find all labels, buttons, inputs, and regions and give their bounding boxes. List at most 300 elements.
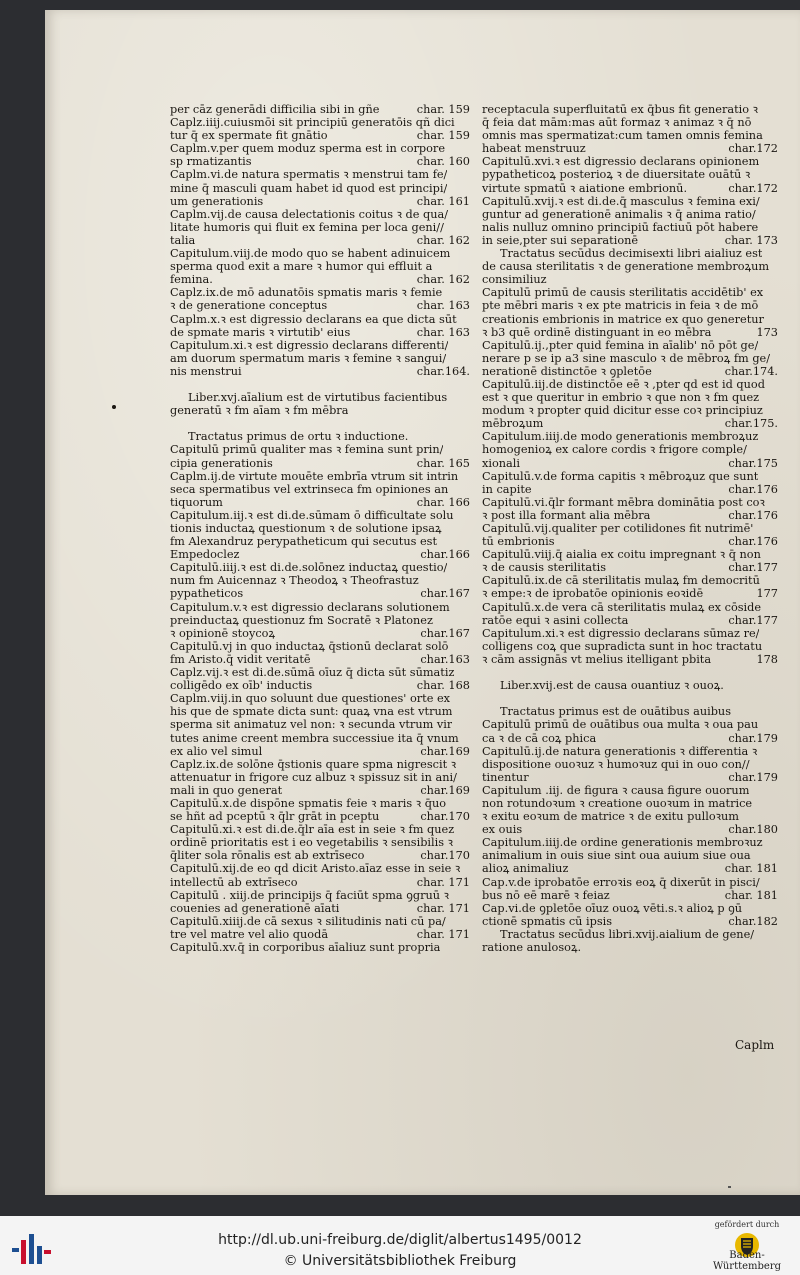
text-line bbox=[482, 457, 778, 470]
funder-name: Baden-Württemberg bbox=[712, 1250, 782, 1272]
text-line bbox=[170, 208, 470, 221]
line-text: nis menstrui bbox=[170, 364, 242, 378]
text-line bbox=[170, 155, 470, 168]
line-text: femina. bbox=[170, 273, 213, 287]
page-reference: char. 165 bbox=[416, 456, 470, 470]
text-line bbox=[170, 470, 470, 483]
page-reference: char. 171 bbox=[416, 875, 470, 889]
text-line bbox=[170, 810, 470, 823]
text-line bbox=[170, 339, 470, 352]
text-line bbox=[482, 522, 778, 535]
line-text: Capitulū.xvij.ꝛ est di.de.q̄ masculus ꝛ femina exi/ bbox=[482, 194, 760, 208]
line-text: Capitulū.vi.q̄lr formant mēbra dominātia post coꝛ bbox=[482, 495, 765, 509]
line-text: intellectū ab extrīseco bbox=[170, 875, 298, 889]
text-line bbox=[170, 745, 470, 758]
page-mark bbox=[728, 1186, 731, 1188]
page-reference: char.179 bbox=[728, 731, 778, 745]
line-text: pypatheticos bbox=[170, 587, 244, 601]
text-line bbox=[482, 561, 778, 574]
text-line bbox=[170, 849, 470, 862]
page-reference: char.163 bbox=[420, 652, 470, 666]
text-line bbox=[170, 836, 470, 849]
line-text: tinentur bbox=[482, 770, 529, 784]
text-line bbox=[482, 247, 778, 260]
text-line bbox=[482, 443, 778, 456]
text-line bbox=[482, 182, 778, 195]
page-reference: char. 181 bbox=[724, 862, 778, 876]
line-text: Capitulum.xi.ꝛ est digressio declarans differenti/ bbox=[170, 338, 449, 352]
line-text: q̄liter sola rōnalis est ab extrīseco bbox=[170, 849, 365, 863]
text-line bbox=[482, 771, 778, 784]
line-text: his que de spmate dicta sunt: quaꝝ vna est vtrum bbox=[170, 705, 453, 719]
text-line bbox=[482, 155, 778, 168]
line-text: omnis mas spermatizat:cum tamen omnis femina bbox=[482, 129, 763, 143]
text-line bbox=[170, 417, 470, 430]
line-text: receptacula superfluitatū ex q̄bus fit generatio ꝛ bbox=[482, 103, 758, 116]
line-text: guntur ad generationē animalis ꝛ q̄ anima ratio/ bbox=[482, 207, 756, 221]
text-line bbox=[482, 299, 778, 312]
line-text: ꝛ opinionē stoycoꝝ bbox=[170, 626, 276, 640]
text-line bbox=[170, 902, 470, 915]
line-text: Capitulū.x.de vera cā sterilitatis mulaꝝ ex cōside bbox=[482, 600, 762, 614]
line-text: de spmate maris ꝛ virtutib' eius bbox=[170, 325, 351, 339]
line-text: sp rmatizantis bbox=[170, 155, 252, 169]
text-line bbox=[170, 299, 470, 312]
text-line bbox=[170, 496, 470, 509]
funder-caption: gefördert durch bbox=[714, 1220, 780, 1229]
page-reference: char.179 bbox=[728, 770, 778, 784]
line-text: Caplz.vij.ꝛ est di.de.sūmā oīuz q̄ dicta sūt sūmatiz bbox=[170, 666, 455, 680]
line-text: consimiliuz bbox=[482, 273, 547, 287]
text-line bbox=[170, 535, 470, 548]
line-text: Liber.xvij.est de causa ouantiuz ꝛ ouoꝝ. bbox=[500, 679, 724, 693]
line-text: non rotundoꝛum ꝛ creatione ouoꝛum in matrice bbox=[482, 796, 753, 810]
line-text: Capitulū.xij.de eo qd̄ dicit Aristo.aīaz esse in seie ꝛ bbox=[170, 862, 461, 876]
text-line bbox=[482, 797, 778, 810]
text-line bbox=[170, 705, 470, 718]
line-text: Capitulum.viij.de modo quo se habent adinuicem bbox=[170, 247, 451, 261]
text-line bbox=[170, 876, 470, 889]
text-line bbox=[170, 326, 470, 339]
text-line bbox=[482, 129, 778, 142]
page-reference: char. 171 bbox=[416, 927, 470, 941]
line-text: couenies ad generationē aīati bbox=[170, 901, 340, 915]
text-line bbox=[482, 679, 778, 692]
line-text: Capitulū.vj in quo inductaꝝ q̄stionū declarat solō bbox=[170, 639, 449, 653]
line-text: Liber.xvj.aīalium est de virtutibus facientibus bbox=[188, 391, 448, 405]
line-text: tre vel matre vel alio quodā bbox=[170, 927, 329, 941]
line-text: sperma sit animatuz vel non: ꝛ secunda vtrum vir bbox=[170, 718, 453, 732]
line-text: Caplm.vi.de natura spermatis ꝛ menstrui tam fe/ bbox=[170, 168, 448, 182]
text-line bbox=[482, 902, 778, 915]
text-line bbox=[482, 352, 778, 365]
line-text: ordinē prioritatis est i eo vegetabilis ꝛ sensibilis ꝛ bbox=[170, 836, 454, 850]
page-reference: char. 160 bbox=[416, 155, 470, 169]
line-text: Caplm.x.ꝛ est digressio declarans ea que dicta sūt bbox=[170, 312, 457, 326]
line-text: colligens coꝝ que supradicta sunt in hoc tractatu bbox=[482, 639, 763, 653]
page-reference: 177 bbox=[756, 587, 778, 601]
text-line bbox=[170, 103, 470, 116]
line-text: Capitulū primū qualiter mas ꝛ femina sunt prin/ bbox=[170, 443, 444, 457]
text-line bbox=[482, 339, 778, 352]
page-reference: char. 159 bbox=[416, 129, 470, 143]
line-text: tutes anime creent membra successiue ita q̄ vnum bbox=[170, 731, 459, 745]
text-line bbox=[170, 195, 470, 208]
line-text: Capitulū.ij.,pter quid femina in aīalib' nō pōt ge/ bbox=[482, 338, 759, 352]
text-line bbox=[482, 286, 778, 299]
line-text: fm Alexandruz perypatheticum qui secutus est bbox=[170, 535, 438, 549]
line-text: nalis nulluz omnino principiū factiuū pōt habere bbox=[482, 220, 759, 234]
text-line bbox=[482, 666, 778, 679]
text-line bbox=[170, 784, 470, 797]
line-text: ꝛ empe:ꝛ de iprobatōe opinionis eoꝛidē bbox=[482, 587, 704, 601]
line-text: est ꝛ que queritur in embrio ꝛ que non ꝛ fm quez bbox=[482, 391, 760, 405]
page-reference: char. 161 bbox=[416, 194, 470, 208]
text-line bbox=[170, 915, 470, 928]
line-text: fm Aristo.q̄ vidit veritatē bbox=[170, 652, 311, 666]
line-text: sperma quod exit a mare ꝛ humor qui effluit a bbox=[170, 260, 433, 274]
text-line bbox=[482, 378, 778, 391]
line-text: Capitulū.xiiij.de cā sexus ꝛ silitudinis nati cū pa/ bbox=[170, 914, 446, 928]
text-line bbox=[170, 182, 470, 195]
text-line bbox=[170, 679, 470, 692]
text-line bbox=[482, 705, 778, 718]
line-text: animalium in ouis siue sint oua auium siue oua bbox=[482, 849, 751, 863]
text-line bbox=[482, 430, 778, 443]
page-reference: char.174. bbox=[724, 364, 778, 378]
text-line bbox=[482, 417, 778, 430]
line-text: Caplz.iiij.cuiusmōi sit principiū generatōis qñ dici bbox=[170, 116, 455, 130]
text-line bbox=[482, 509, 778, 522]
text-line bbox=[482, 273, 778, 286]
page-reference: char.170 bbox=[420, 849, 470, 863]
text-line bbox=[170, 483, 470, 496]
page-reference: char.172 bbox=[728, 181, 778, 195]
line-text: talia bbox=[170, 233, 196, 247]
line-text: Capitulū.iij.de distinctōe eē ꝛ ,pter qd̄ est id quod bbox=[482, 377, 765, 391]
page-reference: char. 173 bbox=[724, 233, 778, 247]
line-text: Capitulū primū de ouātibus oua multa ꝛ oua pau bbox=[482, 718, 759, 732]
text-line bbox=[482, 745, 778, 758]
page-reference: char.180 bbox=[728, 823, 778, 837]
line-text: ca ꝛ de cā coꝝ phica bbox=[482, 731, 597, 745]
line-text: Caplm.viij.in quo soluunt due questiones' orte ex bbox=[170, 692, 451, 706]
line-text: litate humoris qui fluit ex femina per loca geni// bbox=[170, 220, 444, 234]
line-text: ctionē spmatis cū ipsis bbox=[482, 914, 613, 928]
text-line bbox=[170, 116, 470, 129]
line-text: preinductaꝝ questionuz fm Socratē ꝛ Platonez bbox=[170, 613, 433, 627]
line-text: ex alio vel simul bbox=[170, 744, 263, 758]
page-reference: char.172 bbox=[728, 142, 778, 156]
text-line bbox=[482, 208, 778, 221]
line-text: Caplm.v.per quem moduz sperma est in corpore bbox=[170, 142, 446, 156]
line-text: attenuatur in frigore cuz albuz ꝛ spissuz sit in ani/ bbox=[170, 770, 457, 784]
scanned-page bbox=[45, 10, 800, 1195]
line-text: in capite bbox=[482, 482, 532, 496]
text-line bbox=[482, 941, 778, 954]
line-text: Cap.vi.de ꝯpletōe oīuz ouoꝝ vēti.s.ꝛ alioꝝ p ꝯū bbox=[482, 901, 743, 915]
line-text: Capitulū.v.de forma capitis ꝛ mēbroꝝuz que sunt bbox=[482, 469, 759, 483]
text-line bbox=[170, 457, 470, 470]
line-text: tū embrionis bbox=[482, 535, 555, 549]
line-text: per cāz generādi difficilia sibi in gñe bbox=[170, 103, 380, 116]
text-line bbox=[482, 313, 778, 326]
text-line bbox=[482, 116, 778, 129]
line-text: Capitulū.viij.q̄ aialia ex coitu impregnant ꝛ q̄ non bbox=[482, 548, 761, 562]
line-text: nerare p se ip a3 sine masculo ꝛ de mēbroꝝ fm ge/ bbox=[482, 351, 771, 365]
page-reference: char. 159 bbox=[416, 103, 470, 116]
ink-dot bbox=[112, 405, 116, 409]
text-line bbox=[170, 430, 470, 443]
line-text: um generationis bbox=[170, 194, 264, 208]
text-line bbox=[482, 862, 778, 875]
line-text: Tractatus secūdus libri.xvij.aialium de gene/ bbox=[500, 927, 755, 941]
line-text: in seie,pter sui separationē bbox=[482, 233, 639, 247]
text-line bbox=[170, 443, 470, 456]
line-text: Capitulum .iij. de figura ꝛ causa figure ouorum bbox=[482, 783, 750, 797]
text-line bbox=[170, 142, 470, 155]
text-line bbox=[482, 365, 778, 378]
text-line bbox=[170, 862, 470, 875]
text-line bbox=[482, 928, 778, 941]
text-line bbox=[170, 286, 470, 299]
text-line bbox=[170, 352, 470, 365]
text-line bbox=[170, 378, 470, 391]
text-line bbox=[482, 823, 778, 836]
text-line bbox=[482, 142, 778, 155]
permalink-url[interactable]: http://dl.ub.uni-freiburg.de/diglit/albertus1495/0012 bbox=[218, 1232, 582, 1248]
line-text: Tractatus primus de ortu ꝛ inductione. bbox=[188, 430, 409, 444]
line-text: Capitulū primū de causis sterilitatis accidētib' ex bbox=[482, 286, 764, 300]
text-line bbox=[170, 234, 470, 247]
text-line bbox=[170, 771, 470, 784]
page-reference: 178 bbox=[756, 652, 778, 666]
page-reference: char. 166 bbox=[416, 495, 470, 509]
text-line bbox=[482, 548, 778, 561]
page-reference: char.176 bbox=[728, 535, 778, 549]
page-reference: char.169 bbox=[420, 783, 470, 797]
line-text: Tractatus primus est de ouātibus auibus bbox=[500, 705, 732, 719]
line-text: Capitulū.xi.ꝛ est di.de.q̄lr aīa est in seie ꝛ fm quez bbox=[170, 823, 455, 837]
text-line bbox=[170, 247, 470, 260]
line-text: Capitulū.ix.de cā sterilitatis mulaꝝ fm democritū bbox=[482, 574, 760, 588]
line-text: habeat menstruuz bbox=[482, 142, 586, 156]
line-text: am duorum spermatum maris ꝛ femine ꝛ sangui/ bbox=[170, 351, 447, 365]
line-text: alioꝝ animaliuz bbox=[482, 862, 569, 876]
line-text: mali in quo generat bbox=[170, 783, 283, 797]
text-line bbox=[482, 836, 778, 849]
line-text: Caplz.ix.de mō adunatōis spmatis maris ꝛ femie bbox=[170, 286, 443, 300]
page-reference: char.175. bbox=[724, 417, 778, 431]
text-line bbox=[170, 365, 470, 378]
line-text: cipia generationis bbox=[170, 456, 273, 470]
text-line bbox=[170, 758, 470, 771]
line-text: ex ouis bbox=[482, 823, 523, 837]
line-text: ꝛ cām assignās vt melius itelligant pbita bbox=[482, 652, 712, 666]
right-column bbox=[482, 103, 778, 954]
text-line bbox=[170, 522, 470, 535]
page-reference: char.177 bbox=[728, 613, 778, 627]
text-line bbox=[170, 692, 470, 705]
page-reference: char.177 bbox=[728, 561, 778, 575]
line-text: Capitulum.iiij.de ordine generationis membroꝛuz bbox=[482, 836, 763, 850]
page-reference: char.170 bbox=[420, 810, 470, 824]
text-line bbox=[170, 928, 470, 941]
page-reference: char.169 bbox=[420, 744, 470, 758]
line-text: Capitulū.vij.qualiter per cotilidones fit nutrimē' bbox=[482, 522, 754, 535]
line-text: mine q̄ masculi quam habet id quod est principi/ bbox=[170, 181, 448, 195]
line-text: Capitulū.xv.q̄ in corporibus aīaliuz sunt propria bbox=[170, 941, 441, 954]
text-line bbox=[482, 849, 778, 862]
line-text: pypatheticoꝝ posterioꝝ ꝛ de diuersitate ouātū ꝛ bbox=[482, 168, 751, 182]
funder-logo bbox=[702, 1220, 792, 1272]
line-text: Capitulū . xiij.de principijs q̄ faciūt spma ꝯgruū ꝛ bbox=[170, 888, 450, 902]
line-text: num fm Auicennaz ꝛ Theodoꝝ ꝛ Theofrastuz bbox=[170, 574, 419, 588]
line-text: tiquorum bbox=[170, 495, 223, 509]
text-line bbox=[482, 195, 778, 208]
line-text: creationis embrionis in matrice ex quo generetur bbox=[482, 312, 764, 326]
page-reference: char. 168 bbox=[416, 679, 470, 693]
line-text: se hñt ad pceptū ꝛ q̄lr grāt in pceptu bbox=[170, 810, 380, 824]
page-reference: char. 162 bbox=[416, 273, 470, 287]
catchword: Caplm bbox=[735, 1038, 775, 1052]
text-line bbox=[170, 391, 470, 404]
text-line bbox=[482, 692, 778, 705]
line-text: Capitulū.iiij.ꝛ est di.de.solōnez inductaꝝ questio/ bbox=[170, 561, 448, 575]
page-reference: char.176 bbox=[728, 482, 778, 496]
line-text: ꝛ exitu eoꝛum de matrice ꝛ de exitu pulloꝛum bbox=[482, 810, 739, 824]
line-text: Caplz.ix.de solōne q̄stionis quare spma nigrescit ꝛ bbox=[170, 757, 457, 771]
text-line bbox=[482, 627, 778, 640]
text-line bbox=[170, 627, 470, 640]
line-text: Capitulum.iij.ꝛ est di.de.sūmam ō difficultate solu bbox=[170, 508, 454, 522]
text-line bbox=[482, 470, 778, 483]
text-line bbox=[482, 732, 778, 745]
text-line bbox=[482, 391, 778, 404]
text-line bbox=[482, 876, 778, 889]
text-line bbox=[482, 587, 778, 600]
text-line bbox=[482, 103, 778, 116]
text-line bbox=[170, 797, 470, 810]
line-text: generatū ꝛ fm aīam ꝛ fm mēbra bbox=[170, 404, 349, 418]
text-line bbox=[170, 718, 470, 731]
line-text: nerationē distinctōe ꝛ ꝯpletōe bbox=[482, 364, 652, 378]
page-reference: char.167 bbox=[420, 626, 470, 640]
text-line bbox=[170, 273, 470, 286]
text-line bbox=[170, 601, 470, 614]
page-reference: char. 162 bbox=[416, 233, 470, 247]
line-text: modum ꝛ propter quid dicitur esse coꝛ principiuz bbox=[482, 404, 763, 418]
text-line bbox=[482, 601, 778, 614]
text-line bbox=[170, 168, 470, 181]
line-text: tur q̄ ex spermate fit gnātio bbox=[170, 129, 328, 143]
text-line bbox=[170, 313, 470, 326]
text-line bbox=[482, 784, 778, 797]
text-line bbox=[170, 129, 470, 142]
text-line bbox=[482, 889, 778, 902]
text-line bbox=[170, 561, 470, 574]
line-text: seca spermatibus vel extrinseca fm opiniones an bbox=[170, 482, 449, 496]
text-line bbox=[170, 823, 470, 836]
text-line bbox=[170, 732, 470, 745]
line-text: pte mēbri maris ꝛ ex pte matricis in feia ꝛ de mō bbox=[482, 299, 759, 313]
text-line bbox=[170, 574, 470, 587]
text-line bbox=[170, 889, 470, 902]
text-line bbox=[482, 653, 778, 666]
text-line bbox=[482, 234, 778, 247]
text-line bbox=[482, 260, 778, 273]
line-text: homogenioꝝ ex calore cordis ꝛ frigore comple/ bbox=[482, 443, 747, 457]
line-text: Capitulum.xi.ꝛ est digressio declarans sūmaz re/ bbox=[482, 626, 760, 640]
viewer-footer bbox=[0, 1216, 800, 1275]
copyright-notice: © Universitätsbibliothek Freiburg bbox=[283, 1253, 517, 1269]
page-reference: char. 163 bbox=[416, 325, 470, 339]
text-line bbox=[170, 260, 470, 273]
line-text: ratōe equi ꝛ asini collecta bbox=[482, 613, 629, 627]
text-line bbox=[482, 535, 778, 548]
text-line bbox=[482, 718, 778, 731]
text-line bbox=[482, 640, 778, 653]
text-line bbox=[170, 614, 470, 627]
text-line bbox=[170, 509, 470, 522]
page-reference: char.176 bbox=[728, 508, 778, 522]
line-text: Caplm.ij.de virtute mouēte embrīa vtrum sit intrin bbox=[170, 469, 459, 483]
line-text: Capitulum.iiij.de modo generationis membroꝝuz bbox=[482, 430, 759, 444]
line-text: ꝛ post illa formant alia mēbra bbox=[482, 508, 651, 522]
line-text: Capitulum.v.ꝛ est digressio declarans solutionem bbox=[170, 600, 450, 614]
text-line bbox=[170, 221, 470, 234]
left-column bbox=[170, 103, 470, 954]
text-line bbox=[482, 404, 778, 417]
line-text: ꝛ b3 quē ordinē distinguant in eo mēbra bbox=[482, 325, 712, 339]
text-line bbox=[482, 614, 778, 627]
text-line bbox=[170, 666, 470, 679]
text-line bbox=[482, 915, 778, 928]
text-line bbox=[482, 168, 778, 181]
text-line bbox=[482, 221, 778, 234]
line-text: Caplm.vij.de causa delectationis coitus ꝛ de qua/ bbox=[170, 207, 449, 221]
page-reference: char.182 bbox=[728, 914, 778, 928]
line-text: de causa sterilitatis ꝛ de generatione membroꝝum bbox=[482, 260, 770, 274]
line-text: Capitulū.x.de dispōne spmatis feie ꝛ maris ꝛ q̄uo bbox=[170, 796, 447, 810]
text-line bbox=[482, 758, 778, 771]
line-text: ratione anulosoꝝ. bbox=[482, 941, 582, 954]
line-text: Cap.v.de iprobatōe erroꝛis eoꝝ q̄ dixerūt in pisci/ bbox=[482, 875, 760, 889]
line-text: Capitulū.ij.de natura generationis ꝛ differentia ꝛ bbox=[482, 744, 758, 758]
line-text: q̄ feia dat mām:mas aūt formaz ꝛ animaz ꝛ q̄ nō bbox=[482, 116, 752, 130]
text-line bbox=[482, 574, 778, 587]
line-text: dispositione ouoꝛuz ꝛ humoꝛuz qui in ouo con// bbox=[482, 757, 750, 771]
line-text: bus nō eē marē ꝛ feiaz bbox=[482, 888, 610, 902]
line-text: virtute spmatū ꝛ aiatione embrionū. bbox=[482, 181, 688, 195]
line-text: Capitulū.xvi.ꝛ est digressio declarans opinionem bbox=[482, 155, 760, 169]
line-text: colligēdo ex oīb' inductis bbox=[170, 679, 313, 693]
page-reference: char.166 bbox=[420, 548, 470, 562]
page-reference: char. 171 bbox=[416, 901, 470, 915]
text-line bbox=[482, 810, 778, 823]
page-reference: 173 bbox=[756, 325, 778, 339]
page-reference: char. 181 bbox=[724, 888, 778, 902]
page-reference: char.167 bbox=[420, 587, 470, 601]
text-line bbox=[482, 326, 778, 339]
text-line bbox=[170, 548, 470, 561]
text-line bbox=[170, 404, 470, 417]
page-reference: char.175 bbox=[728, 456, 778, 470]
line-text: tionis inductaꝝ questionum ꝛ de solutione ipsaꝝ bbox=[170, 522, 442, 535]
line-text: ꝛ de causis sterilitatis bbox=[482, 561, 607, 575]
text-line bbox=[170, 653, 470, 666]
text-line bbox=[482, 496, 778, 509]
